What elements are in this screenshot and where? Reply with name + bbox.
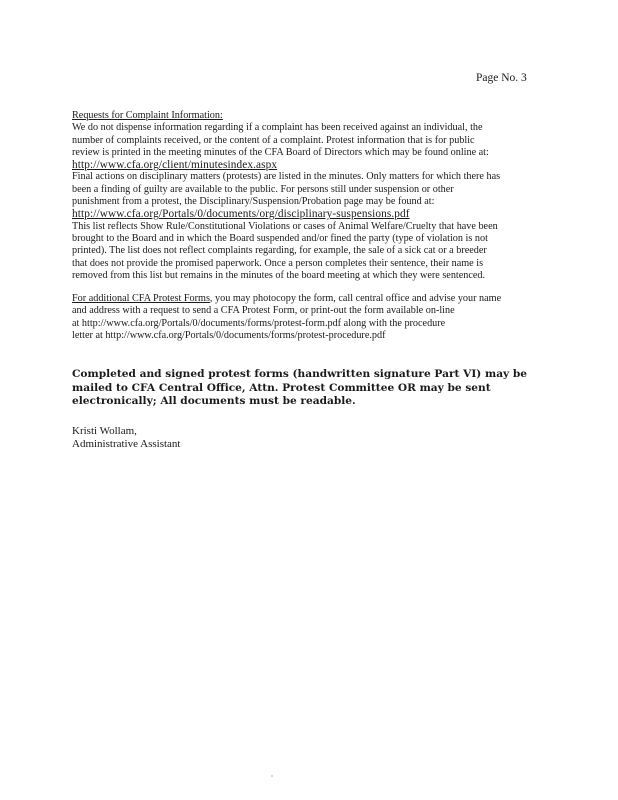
- minutes-link[interactable]: http://www.cfa.org/client/minutesindex.aspx: [72, 159, 278, 172]
- paragraph-line: number of complaints received, or the content of a complaint. Protest information that is for public: [72, 134, 475, 146]
- paragraph-line: and address with a request to send a CFA Protest Form, or print-out the form available on-line: [72, 305, 455, 317]
- protest-forms-heading: For additional CFA Protest Forms: [72, 293, 210, 305]
- scan-speck: [271, 775, 273, 777]
- protest-forms-paragraph-first-line: [72, 293, 562, 305]
- page-number: Page No. 3: [476, 72, 527, 84]
- signer-name: Kristi Wollam,: [72, 424, 137, 437]
- signer-title: Administrative Assistant: [72, 438, 181, 451]
- notice-line: electronically; All documents must be readable.: [72, 395, 356, 408]
- signature-block: [72, 425, 562, 452]
- paragraph-line: Final actions on disciplinary matters (protests) are listed in the minutes. Only matters for which there has: [72, 171, 501, 183]
- suspensions-link[interactable]: http://www.cfa.org/Portals/0/documents/org/disciplinary-suspensions.pdf: [72, 208, 410, 221]
- paragraph-line: printed). The list does not reflect complaints regarding, for example, the sale of a sick cat or a breeder: [72, 245, 487, 257]
- paragraph-line: removed from this list but remains in the minutes of the board meeting at which they were sentenced.: [72, 269, 486, 281]
- paragraph-line: that does not provide the promised paperwork. Once a person completes their sentence, their name is: [72, 257, 484, 269]
- paragraph-line: We do not dispense information regarding if a complaint has been received against an individual, the: [72, 122, 483, 134]
- paragraph-line: at http://www.cfa.org/Portals/0/documents/forms/protest-form.pdf along with the procedure: [72, 317, 446, 329]
- submission-notice: [72, 368, 562, 409]
- complaint-info-heading: Requests for Complaint Information:: [72, 110, 223, 121]
- notice-line: Completed and signed protest forms (handwritten signature Part VI) may be: [72, 368, 528, 381]
- paragraph-line: This list reflects Show Rule/Constitutional Violations or cases of Animal Welfare/Cruelty that have been: [72, 220, 498, 232]
- paragraph-line: been a finding of guilty are available to the public. For persons still under suspension or other: [72, 183, 454, 195]
- paragraph-line: review is printed in the meeting minutes of the CFA Board of Directors which may be found online at:: [72, 146, 489, 158]
- notice-line: mailed to CFA Central Office, Attn. Protest Committee OR may be sent: [72, 381, 491, 394]
- paragraph-line: brought to the Board and in which the Board suspended and/or fined the party (type of violation is not: [72, 232, 488, 244]
- paragraph-line: punishment from a protest, the Disciplinary/Suspension/Probation page may be found at:: [72, 196, 435, 208]
- letter-body: [72, 110, 562, 452]
- paragraph-line: letter at http://www.cfa.org/Portals/0/documents/forms/protest-procedure.pdf: [72, 330, 386, 342]
- protest-forms-heading-rest: , you may photocopy the form, call central office and advise your name: [209, 293, 502, 305]
